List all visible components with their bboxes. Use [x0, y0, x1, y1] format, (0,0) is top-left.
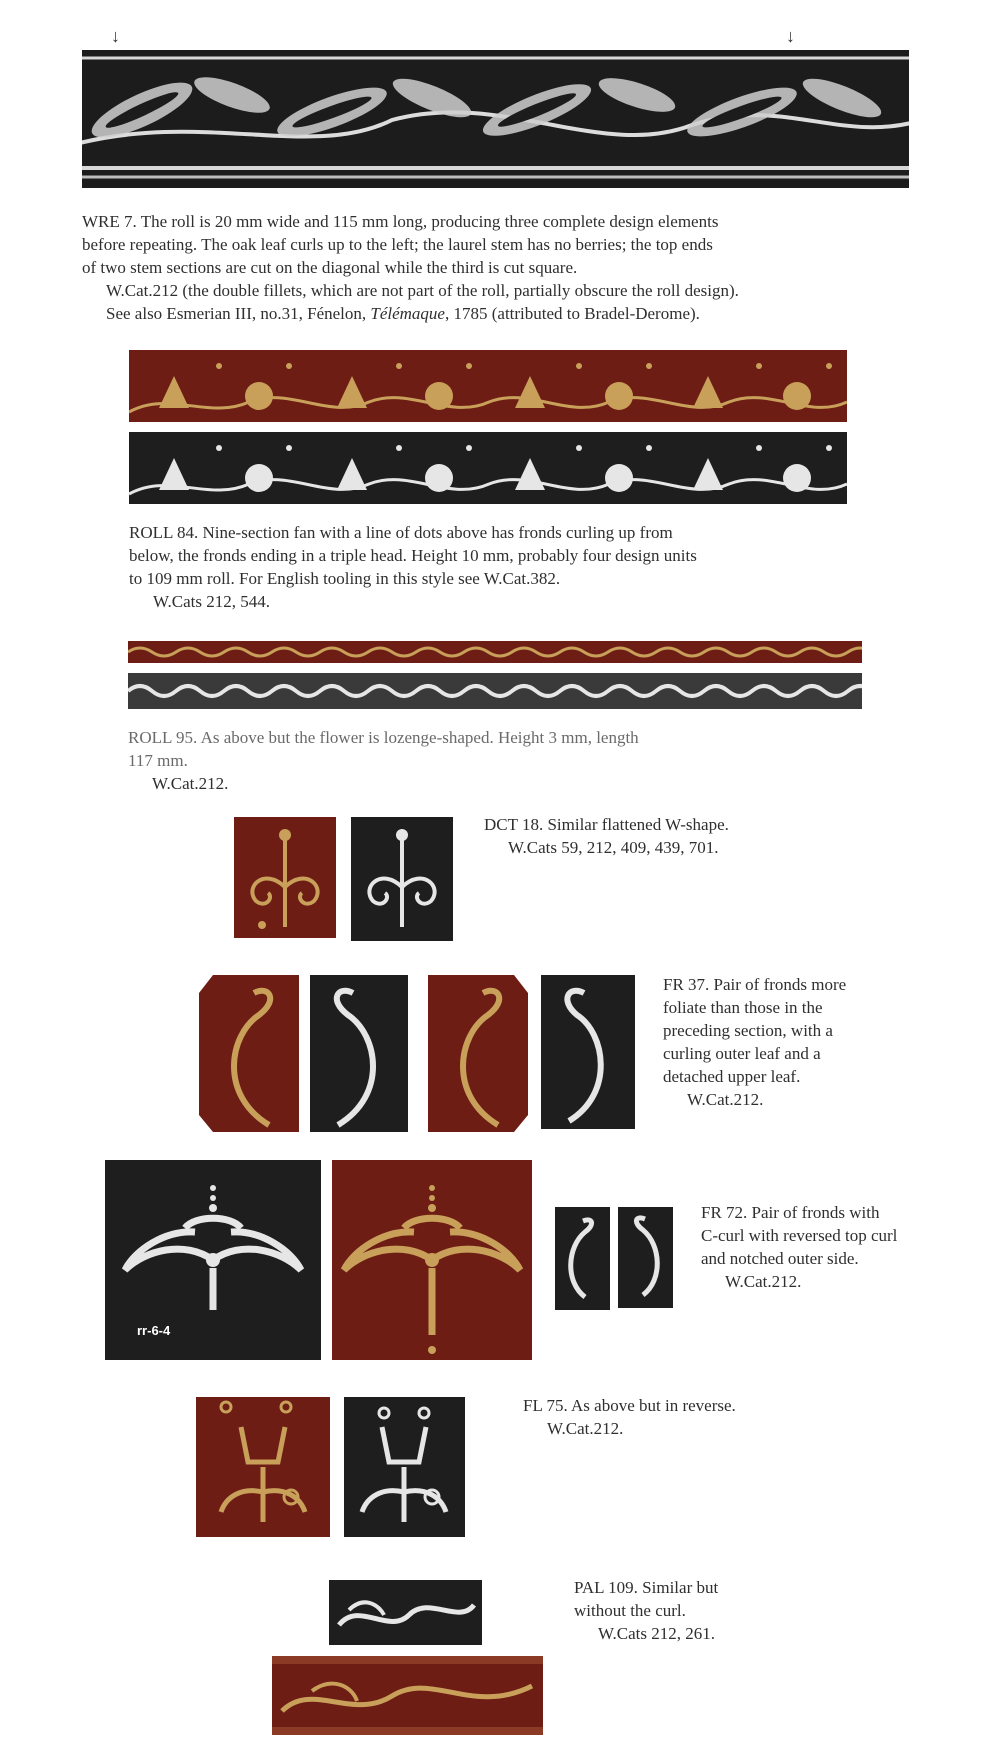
dct18-ref: W.Cats 59, 212, 409, 439, 701.	[508, 838, 719, 857]
fr72-black-stamp-right	[618, 1207, 673, 1308]
fr72-caption-line: and notched outer side.	[701, 1249, 859, 1268]
see-also-text: See also Esmerian III, no.31, Fénelon,	[106, 304, 371, 323]
fr72-image-tag: rr-6-4	[137, 1323, 171, 1338]
fl75-caption	[523, 1394, 883, 1440]
fr37-red-stamp-right	[428, 975, 528, 1132]
roll95-caption	[128, 726, 888, 795]
roll95-caption-line: 117 mm.	[128, 751, 188, 770]
roll84-caption-line: below, the fronds ending in a triple head. Height 10 mm, probably four design units	[129, 546, 697, 565]
fr37-caption-line: FR 37. Pair of fronds more	[663, 975, 847, 994]
wre7-roll-image	[82, 50, 909, 188]
roll84-black-impression	[129, 432, 847, 504]
pal109-black-stamp	[329, 1580, 482, 1645]
wre7-see-also	[82, 302, 912, 325]
wre7-caption-line: of two stem sections are cut on the diagonal while the third is cut square.	[82, 258, 578, 277]
pal109-caption	[574, 1576, 874, 1645]
fl75-black-stamp	[344, 1397, 465, 1537]
roll84-caption	[129, 521, 889, 613]
dct18-black-stamp	[351, 817, 453, 941]
fr37-black-stamp-left	[310, 975, 408, 1132]
fl75-caption-text: FL 75. As above but in reverse.	[523, 1396, 736, 1415]
roll84-red-impression	[129, 350, 847, 422]
roll84-caption-line: to 109 mm roll. For English tooling in this style see W.Cat.382.	[129, 569, 561, 588]
fr37-black-stamp-right	[541, 975, 635, 1129]
roll95-black-impression	[128, 673, 862, 709]
fr37-caption-line: detached upper leaf.	[663, 1067, 801, 1086]
dct18-red-stamp	[234, 817, 336, 938]
fr72-caption-line: FR 72. Pair of fronds with	[701, 1203, 880, 1222]
fl75-ref: W.Cat.212.	[547, 1419, 624, 1438]
wre7-caption-line: WRE 7. The roll is 20 mm wide and 115 mm long, producing three complete design elements	[82, 212, 719, 231]
fr72-red-enlargement	[332, 1160, 532, 1360]
roll95-caption-line: ROLL 95. As above but the flower is lozenge-shaped. Height 3 mm, length	[128, 728, 639, 747]
fr72-caption	[701, 1201, 991, 1293]
marker-arrow-left: ↓	[111, 26, 120, 46]
roll84-caption-line: ROLL 84. Nine-section fan with a line of dots above has fronds curling up from	[129, 523, 673, 542]
book-title: Télémaque	[370, 304, 445, 323]
wre7-caption-line: before repeating. The oak leaf curls up to the left; the laurel stem has no berries; the top ends	[82, 235, 713, 254]
pal109-ref: W.Cats 212, 261.	[598, 1624, 715, 1643]
fr72-black-stamp-left	[555, 1207, 610, 1310]
roll95-red-impression	[128, 641, 862, 663]
fl75-red-stamp	[196, 1397, 330, 1537]
fr37-caption-line: foliate than those in the	[663, 998, 823, 1017]
marker-arrow-right: ↓	[786, 26, 795, 46]
roll84-ref: W.Cats 212, 544.	[153, 592, 270, 611]
fr72-black-enlargement	[105, 1160, 321, 1360]
pal109-red-stamp	[272, 1656, 543, 1735]
fr37-caption-line: curling outer leaf and a	[663, 1044, 821, 1063]
wre7-caption	[82, 210, 912, 325]
fr37-caption	[663, 973, 963, 1111]
pal109-caption-line: without the curl.	[574, 1601, 686, 1620]
fr72-caption-line: C-curl with reversed top curl	[701, 1226, 898, 1245]
fr37-caption-line: preceding section, with a	[663, 1021, 833, 1040]
fr37-ref: W.Cat.212.	[687, 1090, 764, 1109]
fr72-ref: W.Cat.212.	[725, 1272, 802, 1291]
fr37-red-stamp-left	[199, 975, 299, 1132]
roll95-ref: W.Cat.212.	[152, 774, 229, 793]
dct18-caption	[484, 813, 844, 859]
dct18-caption-text: DCT 18. Similar flattened W-shape.	[484, 815, 729, 834]
pal109-caption-line: PAL 109. Similar but	[574, 1578, 719, 1597]
see-also-tail: , 1785 (attributed to Bradel-Derome).	[444, 304, 700, 323]
wre7-note: W.Cat.212 (the double fillets, which are not part of the roll, partially obscure the roll design).	[106, 281, 739, 300]
